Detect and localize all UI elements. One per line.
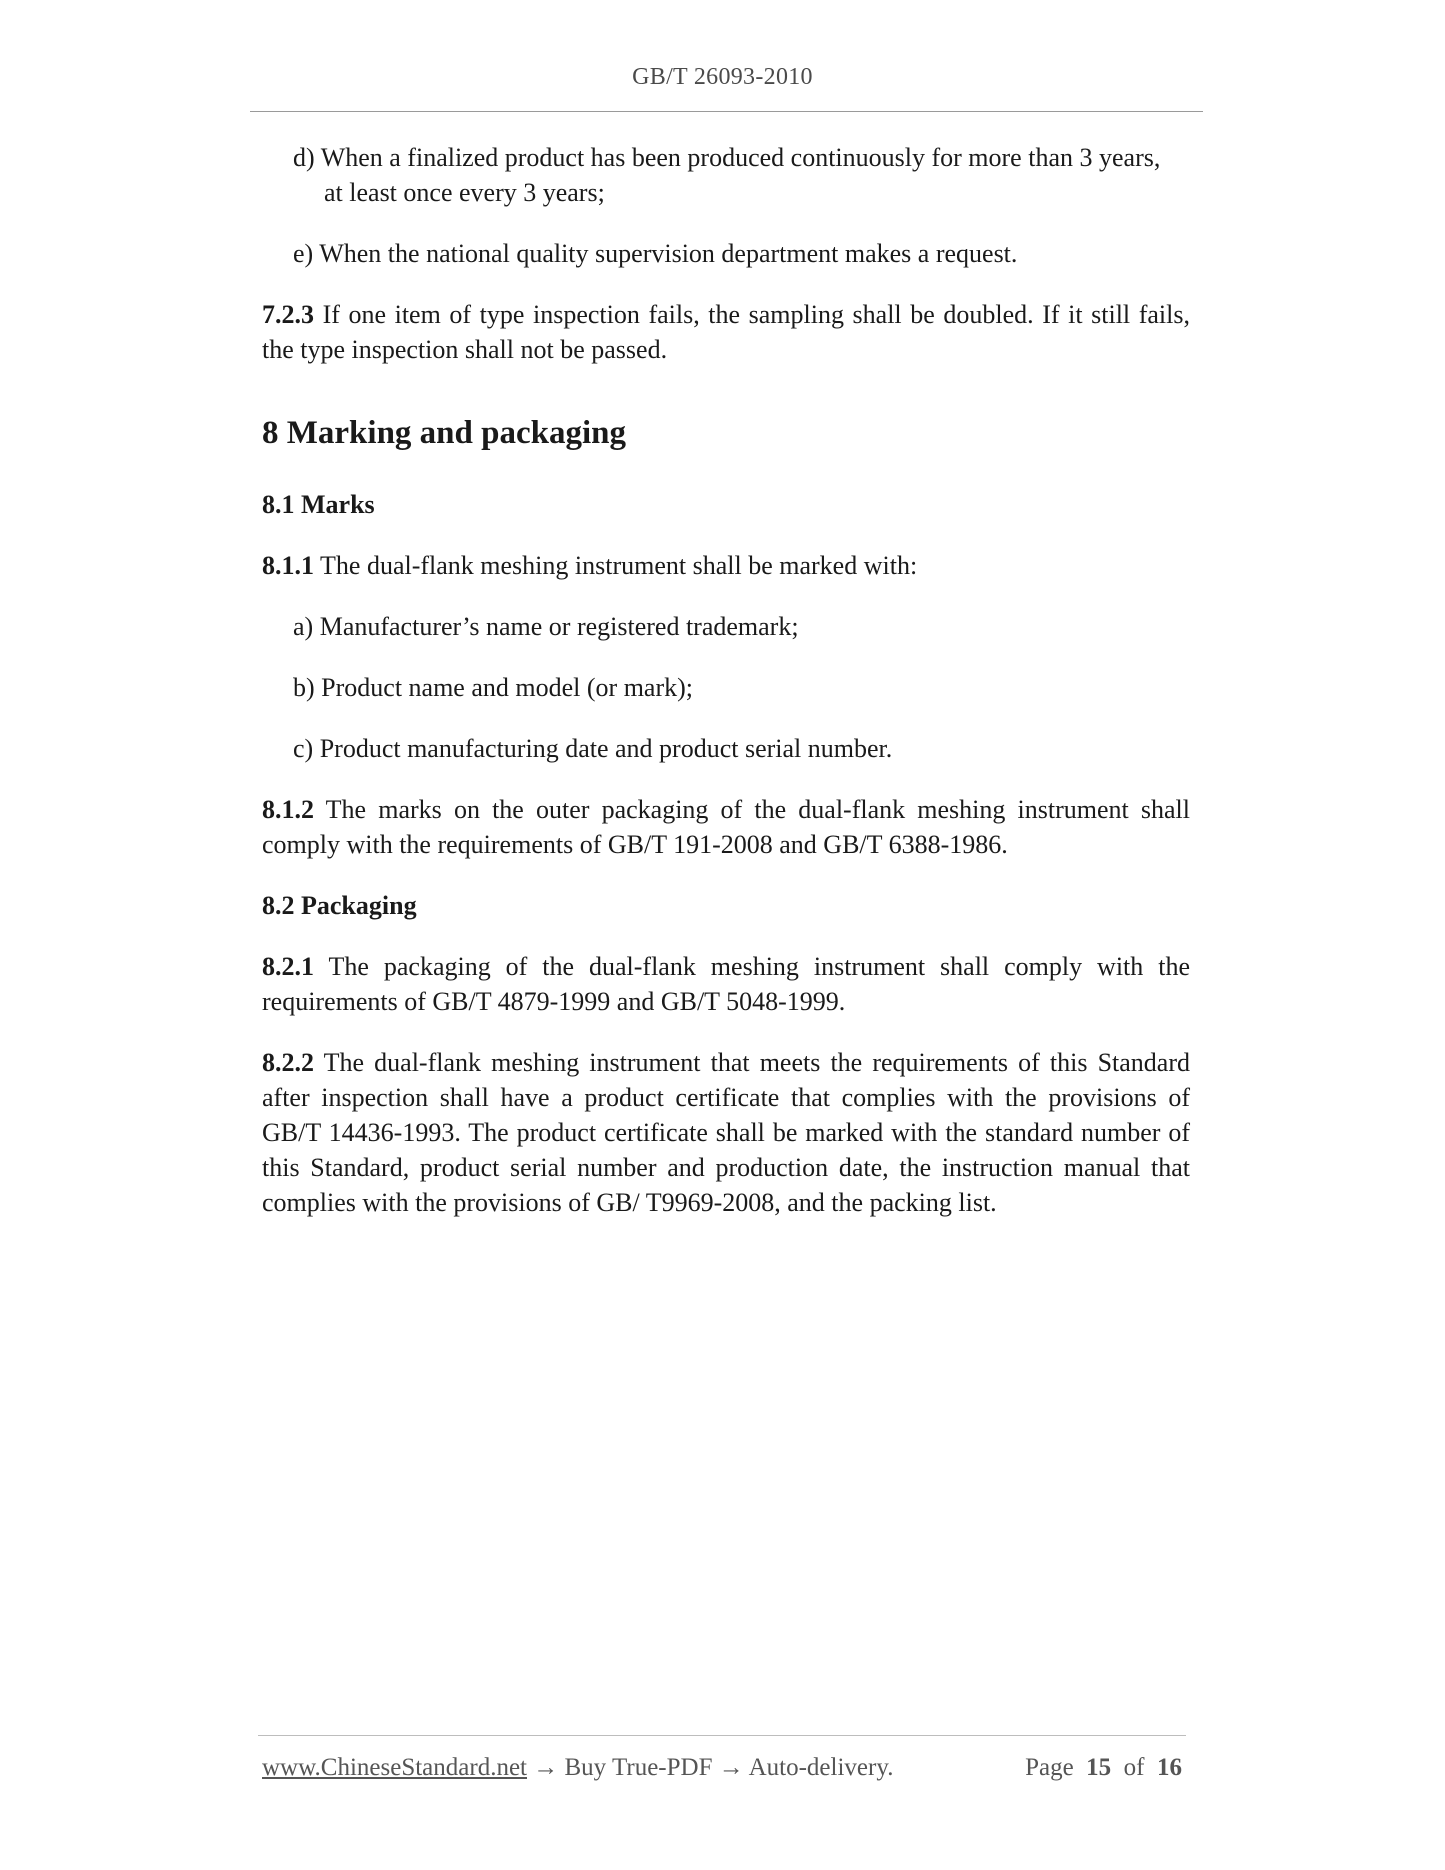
section-8-1-title: 8.1 Marks [262, 490, 375, 519]
page-indicator [1025, 1754, 1182, 1782]
clause-text: The packaging of the dual-flank meshing instrument shall comply with the requirements of GB/T 4879-1999 and GB/T 5048-1999. [262, 952, 1190, 1016]
buy-pdf-text: Buy True-PDF [564, 1754, 713, 1781]
clause-8-1-2 [262, 792, 1190, 862]
page-current: 15 [1086, 1754, 1112, 1781]
arrow-right-icon: → [712, 1754, 749, 1781]
clause-text: The marks on the outer packaging of the dual-flank meshing instrument shall comply with the requirements of GB/T 191-2008 and GB/T 6388-1986. [262, 795, 1190, 859]
list-item-a: a) Manufacturer’s name or registered trademark; [293, 612, 799, 641]
clause-number: 8.2.1 [262, 952, 314, 981]
document-header-title: GB/T 26093-2010 [632, 64, 813, 90]
page-label: Page [1025, 1754, 1074, 1781]
section-8-2-title: 8.2 Packaging [262, 891, 417, 920]
clause-8-1-1 [262, 548, 1190, 583]
list-item-b: b) Product name and model (or mark); [293, 673, 693, 702]
page-total: 16 [1157, 1754, 1182, 1781]
website-link[interactable]: www.ChineseStandard.net [262, 1754, 527, 1781]
auto-delivery-text: Auto-delivery. [748, 1754, 894, 1781]
clause-number: 7.2.3 [262, 300, 314, 329]
section-8-title: 8 Marking and packaging [262, 415, 626, 451]
clause-7-2-3 [262, 297, 1190, 367]
list-item-c: c) Product manufacturing date and product serial number. [293, 734, 893, 763]
footer-divider [258, 1735, 1186, 1736]
arrow-right-icon: → [527, 1754, 565, 1781]
clause-text: The dual-flank meshing instrument that meets the requirements of this Standard after inspection shall have a product certificate that complies with the provisions of GB/T 14436-1993. The product certificate shall be marked with the standard number of this Standard, product serial number and production date, the instruction manual that complies with the provisions of GB/ T9969-2008, and the packing list. [262, 1048, 1190, 1217]
list-item-d-line2: at least once every 3 years; [324, 178, 605, 207]
header-divider [250, 111, 1203, 112]
clause-number: 8.1.1 [262, 551, 314, 580]
clause-number: 8.2.2 [262, 1048, 314, 1077]
clause-number: 8.1.2 [262, 795, 314, 824]
list-item-e: e) When the national quality supervision department makes a request. [293, 239, 1018, 268]
clause-8-2-1 [262, 949, 1190, 1019]
clause-8-2-2 [262, 1045, 1190, 1220]
clause-text: If one item of type inspection fails, the sampling shall be doubled. If it still fails, the type inspection shall not be passed. [262, 300, 1190, 364]
of-label: of [1123, 1754, 1145, 1781]
document-body [262, 140, 1190, 1220]
list-item-d-line1: d) When a finalized product has been produced continuously for more than 3 years, [293, 143, 1161, 172]
footer-promo [262, 1754, 893, 1782]
clause-text: The dual-flank meshing instrument shall be marked with: [314, 551, 918, 580]
